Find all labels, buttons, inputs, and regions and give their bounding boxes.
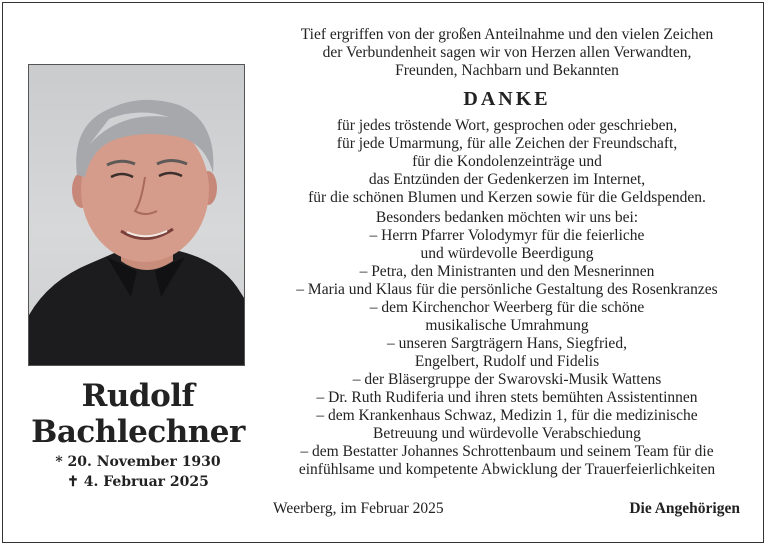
gratitude-line: für die Kondolenzeinträge und — [412, 153, 602, 170]
thanks-line: – Dr. Ruth Rudiferia und ihren stets bemühten Assistentinnen — [316, 389, 698, 406]
thanks-line: musikalische Umrahmung — [425, 317, 589, 334]
thanks-line: – dem Bestatter Johannes Schrottenbaum und seinem Team für die — [300, 443, 714, 460]
gratitude-paragraph — [264, 117, 750, 207]
thanks-line: einfühlsame und kompetente Abwicklung der Trauerfeierlichkeiten — [298, 461, 716, 478]
thanks-line: – unseren Sargträgern Hans, Siegfried, — [387, 335, 627, 352]
danke-heading: DANKE — [463, 88, 551, 110]
thanks-line: – dem Krankenhaus Schwaz, Medizin 1, für die medizinische — [316, 407, 698, 424]
thanks-line: – dem Kirchenchor Weerberg für die schöne — [369, 299, 645, 316]
gratitude-line: für jede Umarmung, für alle Zeichen der Freundschaft, — [336, 135, 678, 152]
signature: Die Angehörigen — [629, 500, 740, 517]
deceased-last-name: Bachlechner — [31, 414, 245, 450]
deceased-first-name: Rudolf — [81, 378, 195, 414]
thanks-line: und würdevolle Beerdigung — [420, 245, 594, 262]
thanks-line: Engelbert, Rudolf und Fidelis — [414, 353, 600, 370]
death-date: ✝ 4. Februar 2025 — [67, 474, 209, 490]
portrait-photo — [28, 64, 245, 366]
birth-date: * 20. November 1930 — [55, 454, 221, 470]
intro-paragraph — [264, 26, 750, 80]
thanks-line: – Maria und Klaus für die persönliche Gestaltung des Rosenkranzes — [296, 281, 718, 298]
thanks-line: – Herrn Pfarrer Volodymyr für die feierliche — [369, 227, 645, 244]
special-thanks-list — [264, 209, 750, 479]
thanks-line: Betreuung und würdevolle Verabschiedung — [373, 425, 641, 442]
gratitude-line: für jedes tröstende Wort, gesprochen oder geschrieben, — [336, 117, 678, 134]
thanks-line: Besonders bedanken möchten wir uns bei: — [375, 209, 639, 226]
gratitude-line: das Entzünden der Gedenkerzen im Internet, — [368, 171, 646, 188]
thanks-line: – der Bläsergruppe der Swarovski-Musik Wattens — [352, 371, 662, 388]
gratitude-line: für die schönen Blumen und Kerzen sowie für die Geldspenden. — [308, 189, 706, 206]
intro-line: Freunden, Nachbarn und Bekannten — [395, 62, 619, 79]
intro-line: Tief ergriffen von der großen Anteilnahme und den vielen Zeichen — [300, 26, 714, 43]
place-and-date: Weerberg, im Februar 2025 — [273, 500, 444, 517]
thanks-line: – Petra, den Ministranten und den Mesnerinnen — [359, 263, 655, 280]
intro-line: der Verbundenheit sagen wir von Herzen allen Verwandten, — [322, 44, 692, 61]
